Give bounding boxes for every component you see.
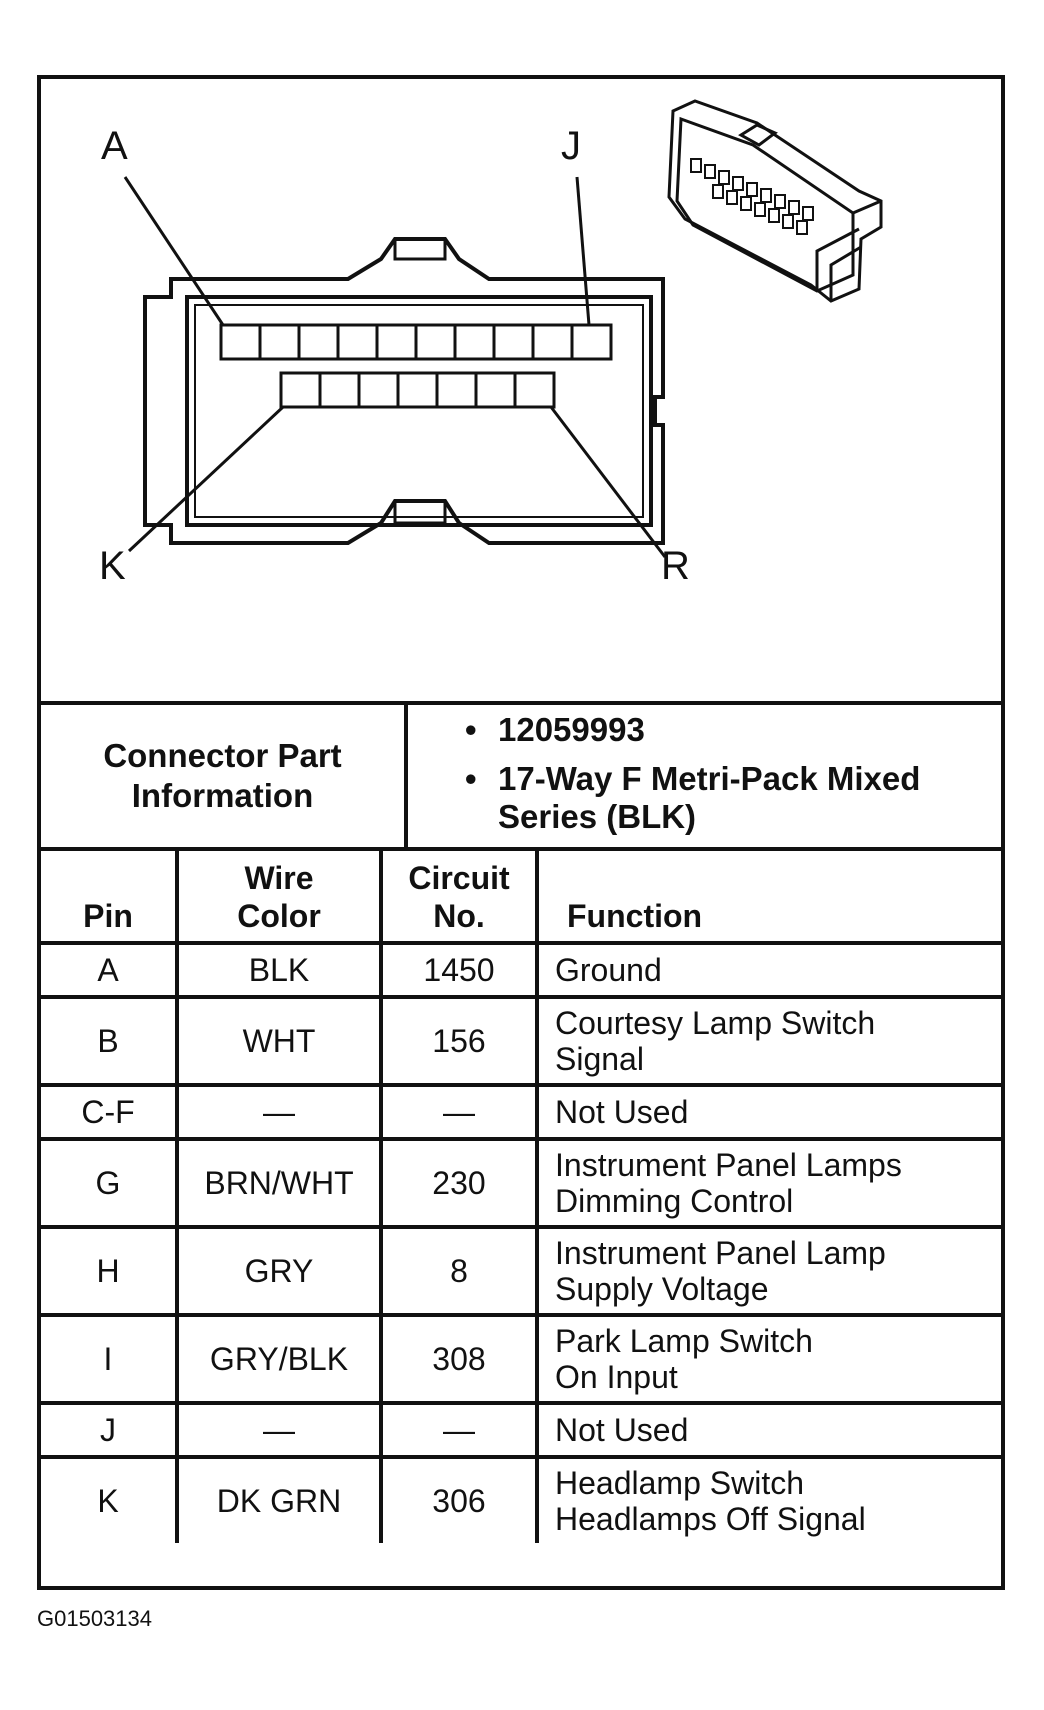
leader-line-j bbox=[577, 177, 589, 325]
function-cell bbox=[537, 1457, 1001, 1543]
top-row-cavities bbox=[221, 325, 611, 359]
table-row bbox=[41, 1315, 1001, 1403]
table-row bbox=[41, 1457, 1001, 1543]
connector-description: • 17-Way F Metri-Pack Mixed Series (BLK) bbox=[408, 760, 1001, 836]
figure-id: G01503134 bbox=[37, 1606, 152, 1631]
table-row bbox=[41, 997, 1001, 1085]
pin-cell: I bbox=[41, 1315, 177, 1403]
leader-line-a bbox=[125, 177, 223, 325]
cavity bbox=[437, 373, 476, 407]
function-cell: Not Used bbox=[537, 1403, 1001, 1457]
pin-cell: K bbox=[41, 1457, 177, 1543]
function-cell: Ground bbox=[537, 943, 1001, 997]
cavity bbox=[320, 373, 359, 407]
pin-cell: A bbox=[41, 943, 177, 997]
wire-color-cell: WHT bbox=[177, 997, 381, 1085]
part-info-label-cell bbox=[41, 705, 408, 847]
wire-color-cell: GRY bbox=[177, 1227, 381, 1315]
pin-label-r: R bbox=[661, 544, 690, 588]
function-cell bbox=[537, 1139, 1001, 1227]
pin-cell: H bbox=[41, 1227, 177, 1315]
function-cell bbox=[537, 997, 1001, 1085]
cavity bbox=[416, 325, 455, 359]
cavity bbox=[260, 325, 299, 359]
connector-isometric-icon bbox=[669, 101, 881, 301]
cavity bbox=[377, 325, 416, 359]
wire-color-cell: — bbox=[177, 1085, 381, 1139]
part-info-label: Connector Part Information bbox=[103, 737, 342, 814]
header-wire-color-text: Wire Color bbox=[237, 860, 321, 934]
function-text: Headlamp Switch Headlamps Off Signal bbox=[555, 1465, 866, 1537]
cavity bbox=[281, 373, 320, 407]
pin-cell: J bbox=[41, 1403, 177, 1457]
latch-tab-top bbox=[395, 239, 445, 259]
header-function: Function bbox=[537, 849, 1001, 943]
circuit-cell: 1450 bbox=[381, 943, 537, 997]
pin-label-a: A bbox=[101, 124, 128, 168]
circuit-cell: 156 bbox=[381, 997, 537, 1085]
cavity bbox=[455, 325, 494, 359]
circuit-cell: 308 bbox=[381, 1315, 537, 1403]
circuit-cell: 230 bbox=[381, 1139, 537, 1227]
connector-figure-frame bbox=[37, 75, 1005, 1590]
function-cell bbox=[537, 1227, 1001, 1315]
connector-part-info bbox=[41, 701, 1001, 847]
table-row bbox=[41, 1227, 1001, 1315]
function-text: Instrument Panel Lamps Dimming Control bbox=[555, 1147, 902, 1219]
pin-label-j: J bbox=[561, 124, 581, 168]
part-number: • 12059993 bbox=[408, 711, 1001, 749]
cavity bbox=[476, 373, 515, 407]
table-row bbox=[41, 943, 1001, 997]
function-text: Park Lamp Switch On Input bbox=[555, 1323, 813, 1395]
connector-inner-face bbox=[187, 297, 651, 525]
cavity bbox=[572, 325, 611, 359]
leader-line-r bbox=[551, 407, 665, 557]
pin-cell: C-F bbox=[41, 1085, 177, 1139]
cavity bbox=[338, 325, 377, 359]
pin-label-k: K bbox=[99, 544, 126, 588]
circuit-cell: 8 bbox=[381, 1227, 537, 1315]
table-row bbox=[41, 1403, 1001, 1457]
wire-color-cell: GRY/BLK bbox=[177, 1315, 381, 1403]
table-row bbox=[41, 1085, 1001, 1139]
pin-cell: B bbox=[41, 997, 177, 1085]
leader-line-k bbox=[129, 407, 283, 551]
connector-face-diagram bbox=[41, 79, 1001, 701]
table-header-row bbox=[41, 849, 1001, 943]
header-wire-color bbox=[177, 849, 381, 943]
pin-table bbox=[41, 847, 1001, 1543]
wire-color-cell: BRN/WHT bbox=[177, 1139, 381, 1227]
cavity bbox=[299, 325, 338, 359]
bottom-row-cavities bbox=[281, 373, 554, 407]
function-text: Instrument Panel Lamp Supply Voltage bbox=[555, 1235, 886, 1307]
table-row bbox=[41, 1139, 1001, 1227]
connector-inner-face-inset bbox=[195, 305, 643, 517]
cavity bbox=[359, 373, 398, 407]
cavity bbox=[398, 373, 437, 407]
wire-color-cell: BLK bbox=[177, 943, 381, 997]
cavity bbox=[515, 373, 554, 407]
header-pin: Pin bbox=[41, 849, 177, 943]
circuit-cell: — bbox=[381, 1085, 537, 1139]
function-cell bbox=[537, 1315, 1001, 1403]
circuit-cell: 306 bbox=[381, 1457, 537, 1543]
pin-cell: G bbox=[41, 1139, 177, 1227]
header-circuit-no-text: Circuit No. bbox=[408, 860, 510, 934]
function-cell: Not Used bbox=[537, 1085, 1001, 1139]
part-info-list bbox=[408, 705, 1001, 853]
cavity bbox=[221, 325, 260, 359]
cavity bbox=[494, 325, 533, 359]
header-circuit-no bbox=[381, 849, 537, 943]
cavity bbox=[533, 325, 572, 359]
function-text: Courtesy Lamp Switch Signal bbox=[555, 1005, 876, 1077]
wire-color-cell: DK GRN bbox=[177, 1457, 381, 1543]
wire-color-cell: — bbox=[177, 1403, 381, 1457]
circuit-cell: — bbox=[381, 1403, 537, 1457]
latch-tab-bottom bbox=[395, 501, 445, 523]
